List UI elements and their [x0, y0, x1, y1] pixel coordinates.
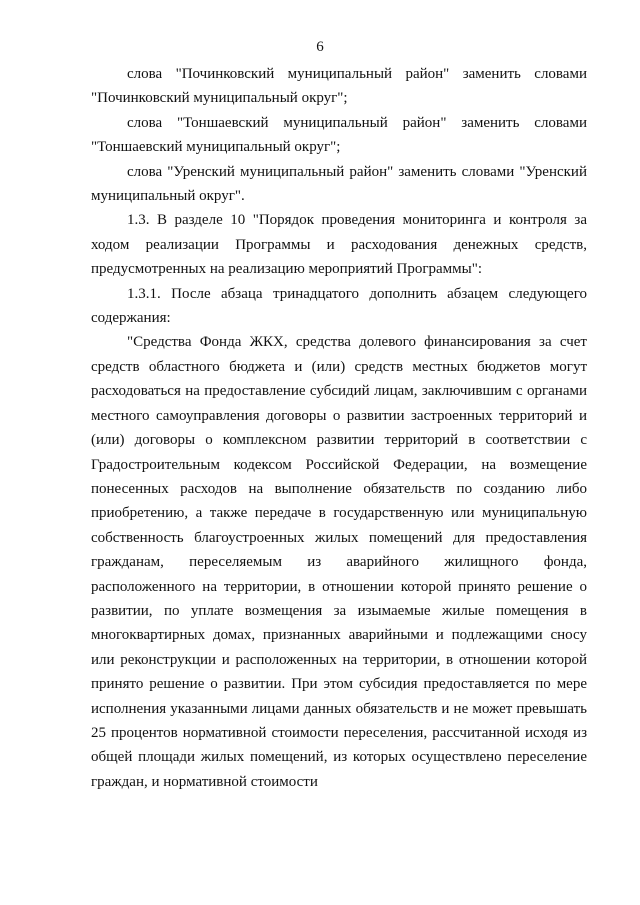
paragraph-pochinkovsky: слова "Починковский муниципальный район" заменить словами "Починковский муниципальный округ";: [91, 66, 587, 107]
paragraph-section-1-3: 1.3. В разделе 10 "Порядок проведения мониторинга и контроля за ходом реализации Программы и расходования денежных средств, предусмотренных на реализацию мероприятий Программы":: [91, 212, 587, 278]
paragraph-tonshaevsky: слова "Тоншаевский муниципальный район" заменить словами "Тоншаевский муниципальный округ";: [91, 114, 587, 156]
paragraph-fund-subsidies: "Средства Фонда ЖКХ, средства долевого финансирования за счет средств областного бюджета и (или) средств местных бюджетов могут расходоваться на предоставление субсидий лицам, заключившим с органами местного самоуправления договоры о развитии застроенных территорий и (или) договоры о комплексном развитии территорий в соответствии с Градостроительным кодексом Российской Федерации, на возмещение понесенных расходов на выполнение обязательств по созданию либо приобретению, а также передаче в государственную или муниципальную собственность благоустроенных жилых помещений для предоставления гражданам, переселяемым из аварийного жилищного фонда, расположенного на территории, в отношении которой принято решение о развитии, по уплате возмещения за изымаемые жилые помещения в многоквартирных домах, признанных аварийными и подлежащими сносу или реконструкции и расположенных на территории, в отношении которой принято решение о развитии. При этом субсидия предоставляется по мере исполнения указанными лицами данных обязательств и не может превышать 25 процентов нормативной стоимости переселения, рассчитанной исходя из общей площади жилых помещений, из которых осуществлено переселение граждан, и нормативной стоимости: [91, 334, 587, 790]
document-body: [91, 62, 587, 794]
paragraph-urensky: слова "Уренский муниципальный район" заменить словами "Уренский муниципальный округ".: [91, 163, 587, 205]
page-number: 6: [316, 39, 324, 55]
paragraph-section-1-3-1: 1.3.1. После абзаца тринадцатого дополнить абзацем следующего содержания:: [91, 285, 587, 327]
